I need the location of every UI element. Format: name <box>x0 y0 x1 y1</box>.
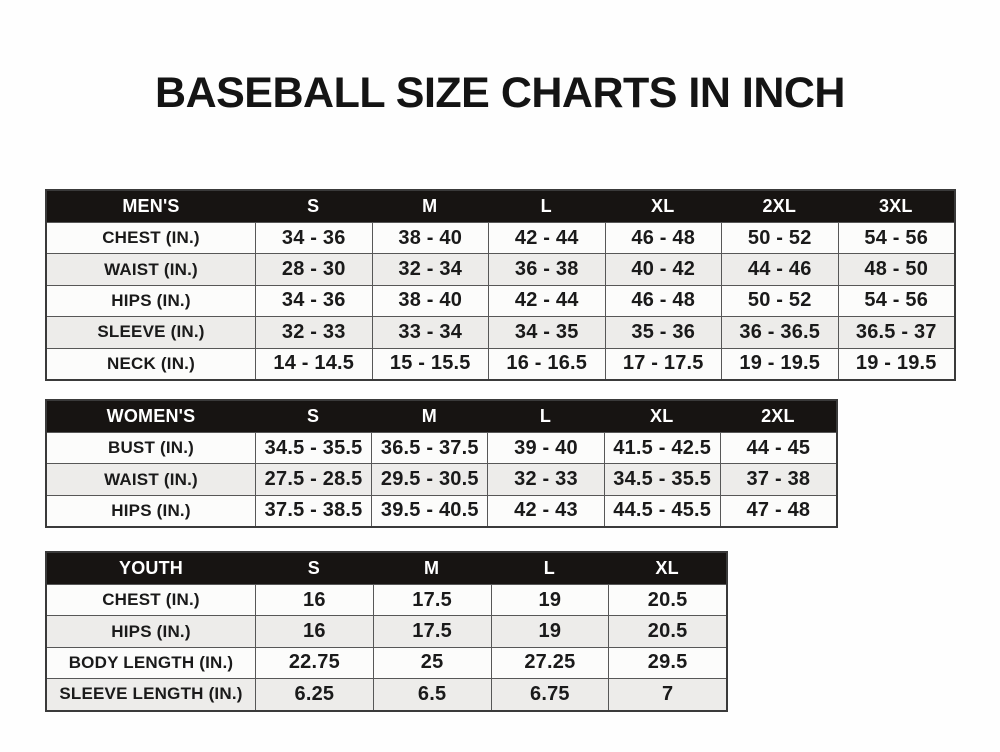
size-value-cell: 46 - 48 <box>605 223 722 253</box>
size-value-cell: 20.5 <box>608 585 726 615</box>
row-label-cell: NECK (IN.) <box>107 353 195 373</box>
size-column-header: L <box>539 406 552 426</box>
size-column-header: L <box>543 558 555 578</box>
size-column-header: S <box>306 406 320 426</box>
row-label-cell: BUST (IN.) <box>107 438 195 458</box>
size-value-cell: 29.5 <box>608 648 726 678</box>
size-value-cell: 37 - 38 <box>720 464 836 494</box>
table-title-cell: YOUTH <box>119 558 183 578</box>
size-value-cell: 32 - 33 <box>487 464 603 494</box>
table-row <box>47 316 954 347</box>
size-value-cell: 16 <box>255 616 373 646</box>
table-title-cell: WOMEN'S <box>106 406 196 426</box>
row-label-cell: BODY LENGTH (IN.) <box>68 652 234 672</box>
size-value-cell: 19 <box>491 585 609 615</box>
table-row <box>47 647 726 678</box>
size-value-cell: 17 - 17.5 <box>605 349 722 379</box>
row-label-cell: SLEEVE LENGTH (IN.) <box>59 684 243 704</box>
size-value-cell: 6.5 <box>373 679 491 709</box>
size-value-cell: 34.5 - 35.5 <box>604 464 720 494</box>
size-column-header: L <box>540 196 552 216</box>
row-label-cell: CHEST (IN.) <box>102 228 200 248</box>
size-column-header: XL <box>649 406 674 426</box>
table-row <box>47 432 836 463</box>
size-value-cell: 29.5 - 30.5 <box>371 464 487 494</box>
size-value-cell: 38 - 40 <box>372 223 489 253</box>
size-table-mens <box>45 189 956 381</box>
size-value-cell: 15 - 15.5 <box>372 349 489 379</box>
size-value-cell: 17.5 <box>373 616 491 646</box>
size-value-cell: 41.5 - 42.5 <box>604 433 720 463</box>
size-value-cell: 36 - 38 <box>488 254 605 284</box>
size-value-cell: 36 - 36.5 <box>721 317 838 347</box>
size-column-header: XL <box>655 558 679 578</box>
table-row <box>47 285 954 316</box>
size-value-cell: 54 - 56 <box>838 223 955 253</box>
size-value-cell: 14 - 14.5 <box>255 349 372 379</box>
table-header-row-womens <box>47 401 836 432</box>
size-column-header: XL <box>651 196 675 216</box>
row-label-cell: HIPS (IN.) <box>111 290 191 310</box>
size-value-cell: 34 - 35 <box>488 317 605 347</box>
size-value-cell: 20.5 <box>608 616 726 646</box>
size-value-cell: 25 <box>373 648 491 678</box>
size-column-header: S <box>307 196 320 216</box>
table-header-row-mens <box>47 191 954 222</box>
table-row <box>47 222 954 253</box>
row-label-cell: SLEEVE (IN.) <box>97 322 205 342</box>
size-value-cell: 6.25 <box>255 679 373 709</box>
size-value-cell: 19 - 19.5 <box>838 349 955 379</box>
size-column-header: M <box>421 406 437 426</box>
table-row <box>47 348 954 379</box>
size-value-cell: 39 - 40 <box>487 433 603 463</box>
size-value-cell: 44.5 - 45.5 <box>604 496 720 526</box>
size-value-cell: 34.5 - 35.5 <box>255 433 371 463</box>
table-row <box>47 463 836 494</box>
table-row <box>47 253 954 284</box>
size-value-cell: 54 - 56 <box>838 286 955 316</box>
size-value-cell: 16 <box>255 585 373 615</box>
size-value-cell: 48 - 50 <box>838 254 955 284</box>
size-value-cell: 34 - 36 <box>255 223 372 253</box>
size-value-cell: 19 <box>491 616 609 646</box>
size-column-header: S <box>307 558 320 578</box>
size-column-header: 2XL <box>761 406 795 426</box>
table-row <box>47 584 726 615</box>
table-title-cell: MEN'S <box>122 196 180 216</box>
size-value-cell: 27.25 <box>491 648 609 678</box>
row-label-cell: WAIST (IN.) <box>104 259 198 279</box>
size-value-cell: 37.5 - 38.5 <box>255 496 371 526</box>
size-column-header: 2XL <box>762 196 797 216</box>
size-value-cell: 34 - 36 <box>255 286 372 316</box>
size-value-cell: 36.5 - 37.5 <box>371 433 487 463</box>
size-column-header: M <box>424 558 440 578</box>
page-title: BASEBALL SIZE CHARTS IN INCH <box>155 69 845 117</box>
size-value-cell: 38 - 40 <box>372 286 489 316</box>
size-column-header: M <box>422 196 438 216</box>
row-label-cell: HIPS (IN.) <box>111 621 191 641</box>
size-value-cell: 27.5 - 28.5 <box>255 464 371 494</box>
size-value-cell: 32 - 34 <box>372 254 489 284</box>
size-value-cell: 46 - 48 <box>605 286 722 316</box>
size-value-cell: 36.5 - 37 <box>838 317 955 347</box>
row-label-cell: HIPS (IN.) <box>111 500 191 520</box>
size-value-cell: 50 - 52 <box>721 223 838 253</box>
table-row <box>47 615 726 646</box>
size-value-cell: 35 - 36 <box>605 317 722 347</box>
size-value-cell: 44 - 45 <box>720 433 836 463</box>
size-value-cell: 17.5 <box>373 585 491 615</box>
size-value-cell: 19 - 19.5 <box>721 349 838 379</box>
table-row <box>47 678 726 709</box>
table-row <box>47 495 836 526</box>
size-value-cell: 6.75 <box>491 679 609 709</box>
size-table-womens <box>45 399 838 528</box>
row-label-cell: CHEST (IN.) <box>102 590 200 610</box>
size-table-youth <box>45 551 728 712</box>
size-column-header: 3XL <box>878 196 913 216</box>
size-value-cell: 42 - 44 <box>488 223 605 253</box>
size-value-cell: 42 - 44 <box>488 286 605 316</box>
size-value-cell: 33 - 34 <box>372 317 489 347</box>
size-value-cell: 16 - 16.5 <box>488 349 605 379</box>
size-value-cell: 28 - 30 <box>255 254 372 284</box>
size-value-cell: 39.5 - 40.5 <box>371 496 487 526</box>
table-header-row-youth <box>47 553 726 584</box>
size-value-cell: 42 - 43 <box>487 496 603 526</box>
size-value-cell: 40 - 42 <box>605 254 722 284</box>
size-value-cell: 50 - 52 <box>721 286 838 316</box>
size-value-cell: 7 <box>608 679 726 709</box>
row-label-cell: WAIST (IN.) <box>104 469 198 489</box>
size-value-cell: 32 - 33 <box>255 317 372 347</box>
size-value-cell: 44 - 46 <box>721 254 838 284</box>
size-value-cell: 47 - 48 <box>720 496 836 526</box>
size-value-cell: 22.75 <box>255 648 373 678</box>
